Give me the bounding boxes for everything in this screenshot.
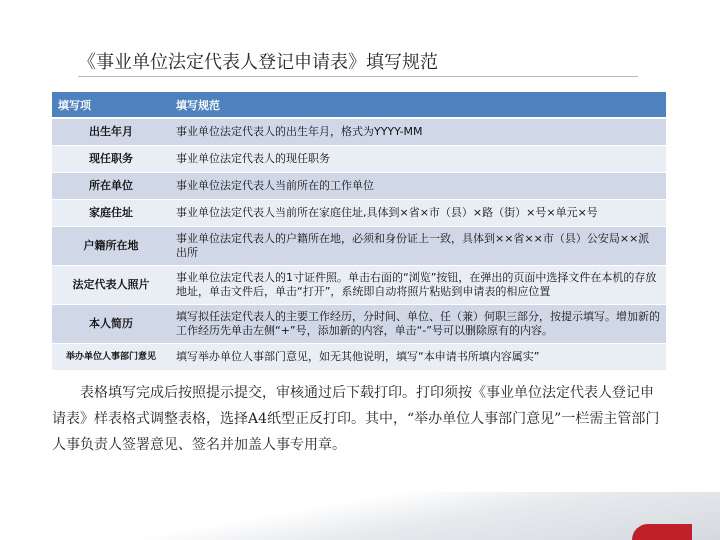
page-title: 《事业单位法定代表人登记申请表》填写规范	[78, 52, 438, 73]
table-row	[52, 266, 666, 305]
row-label: 出生年月	[52, 118, 170, 146]
header-rule: 填写规范	[170, 92, 666, 118]
table-row	[52, 344, 666, 371]
row-label: 现任职务	[52, 146, 170, 173]
spec-table	[52, 92, 666, 371]
header-field: 填写项	[52, 92, 170, 118]
table-row	[52, 146, 666, 173]
table-row	[52, 305, 666, 344]
row-label: 本人简历	[52, 305, 170, 344]
row-label: 所在单位	[52, 173, 170, 200]
row-label: 举办单位人事部门意见	[52, 344, 170, 371]
row-rule: 事业单位法定代表人当前所在的工作单位	[170, 173, 666, 200]
table-row	[52, 200, 666, 227]
row-label: 户籍所在地	[52, 227, 170, 266]
row-rule: 填写举办单位人事部门意见，如无其他说明，填写“本申请书所填内容属实”	[170, 344, 666, 371]
row-rule: 事业单位法定代表人的户籍所在地，必须和身份证上一致，具体到××省××市（县）公安局××派出所	[170, 227, 666, 266]
title-divider	[78, 76, 638, 77]
row-rule: 事业单位法定代表人的1寸证件照。单击右面的“浏览”按钮，在弹出的页面中选择文件在本机的存放地址，单击文件后，单击“打开”，系统即自动将照片粘贴到申请表的相应位置	[170, 266, 666, 305]
row-label: 家庭住址	[52, 200, 170, 227]
footer-decoration	[0, 492, 720, 540]
row-rule: 填写拟任法定代表人的主要工作经历，分时间、单位、任（兼）何职三部分，按提示填写。增加新的工作经历先单击左侧“+”号，添加新的内容，单击“-”号可以删除原有的内容。	[170, 305, 666, 344]
table-row	[52, 118, 666, 146]
table-header-row	[52, 92, 666, 118]
row-label: 法定代表人照片	[52, 266, 170, 305]
row-rule: 事业单位法定代表人当前所在家庭住址,具体到×省×市（县）×路（街）×号×单元×号	[170, 200, 666, 227]
row-rule: 事业单位法定代表人的现任职务	[170, 146, 666, 173]
footer-accent	[632, 524, 692, 540]
table-row	[52, 227, 666, 266]
instruction-paragraph: 表格填写完成后按照提示提交，审核通过后下载打印。打印须按《事业单位法定代表人登记申请表》样表格式调整表格，选择A4纸型正反打印。其中，“举办单位人事部门意见”一栏需主管部门人事负责人签署意见、签名并加盖人事专用章。	[52, 385, 660, 453]
table-row	[52, 173, 666, 200]
row-rule: 事业单位法定代表人的出生年月，格式为YYYY-MM	[170, 118, 666, 146]
